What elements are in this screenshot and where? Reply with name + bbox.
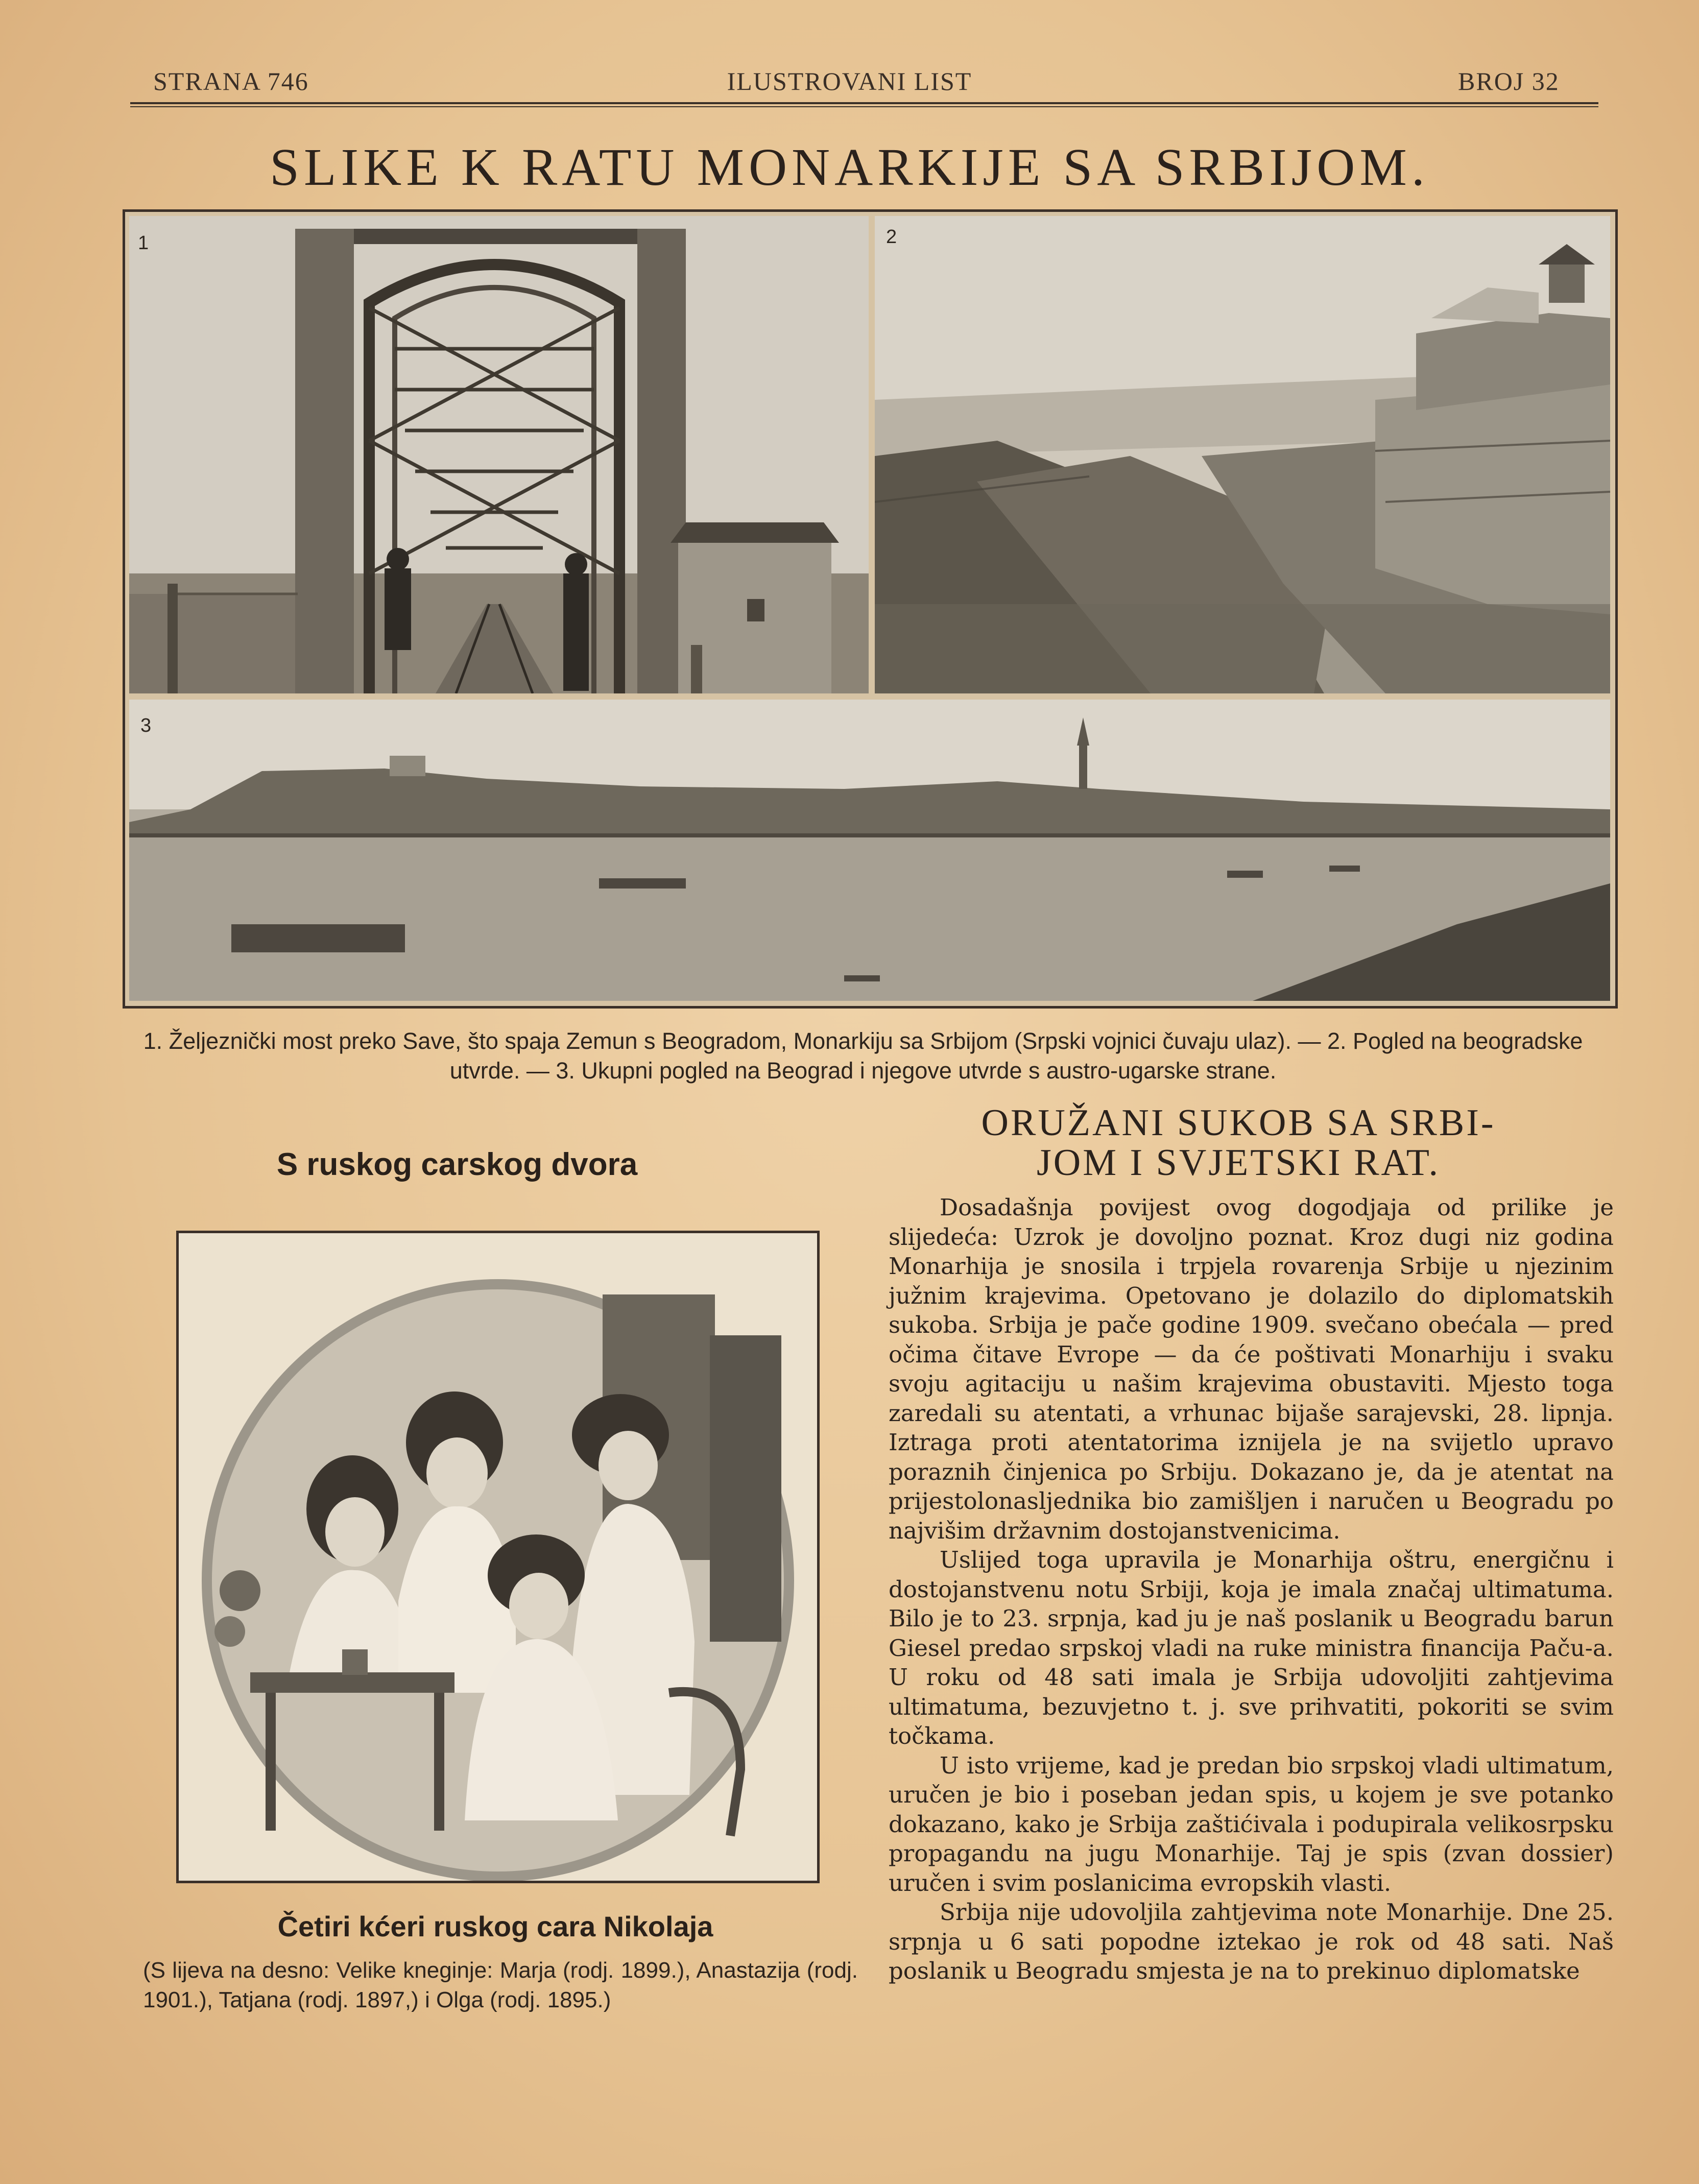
photos-caption: 1. Željeznički most preko Save, što spaja Zemun s Beogradom, Monarkiju sa Srbijom (Srpski vojnici čuvaju ulaz). — 2. Pogled na beogradske utvrde. — 3. Ukupni pogled na Beograd i njegove utvrde s austro-ugarske strane. [143, 1028, 1583, 1084]
article-paragraph: U isto vrijeme, kad je predan bio srpskoj vladi ultimatum, uručen je bio i poseban jedan spis, u kojem je sve potanko dokazano, kako je Srbija zaštićivala i podupirala velikosrpsku propagandu na jugu Monarhije. Taj je spis (zvan dossier) uručen i svim poslanicima evropskih vlasti. [889, 1751, 1614, 1897]
publication-name: ILUSTROVANI LIST [727, 67, 972, 95]
photo-number-1: 1 [138, 232, 149, 254]
portrait-caption-title: Četiri kćeri ruskog cara Nikolaja [277, 1910, 713, 1942]
article-title-line-2: JOM I SVJETSKI RAT. [1036, 1142, 1441, 1184]
photo-grand-duchesses [176, 1231, 820, 1883]
photo-number-2: 2 [886, 226, 897, 248]
photo-collage [123, 209, 1618, 1009]
article-title [889, 1103, 1588, 1183]
photo-belgrade-fortress [875, 216, 1610, 693]
photo-railway-bridge [129, 216, 869, 693]
article-paragraph: Dosadašnja povijest ovog dogodjaja od prilike je slijedeća: Uzrok je dovoljno poznat. Kroz dugi niz godina Monarhija je snosila i trpjela rovarenja Srbije u njezinim južnim krajevima. Opetovano je dolazilo do diplomatskih sukoba. Srbija je pače godine 1909. svečano obećala — pred očima čitave Evrope — da će poštivati Monarhiju i svaku svoju agitaciju u našim krajevima obustaviti. Mjesto toga zaredali su atentati, a vrhunac bijaše sarajevski, 28. lipnja. Iztraga proti atentatorima iznijela je na svijetlo upravo poraznih činjenica po Srbiju. Dokazano je, da je atentat na prijestolonasljednika bio zamišljen i naručen u Beogradu po najvišim državnim dostojanstvenicima. [889, 1194, 1614, 1544]
article-paragraph: Srbija nije udovoljila zahtjevima note Monarhije. Dne 25. srpnja u 6 sati popodne iztekao je rok od 48 sati. Naš poslanik u Beogradu smjesta je na to prekinuo diplomatske [889, 1899, 1614, 1984]
photo-belgrade-panorama [129, 700, 1610, 1001]
photo-number-3: 3 [140, 715, 152, 736]
article-paragraph: Uslijed toga upravila je Monarhija oštru, energičnu i dostojanstvenu notu Srbiji, koja je imala značaj ultimatuma. Bilo je to 23. srpnja, kad ju je naš poslanik u Beogradu barun Giesel predao srpskoj vladi na ruke ministra financija Paču-a. U roku od 48 sati imala je Srbija udovoljiti zahtjevima ultimatuma, bezuvjetno t. j. sve prihvatiti, pokoriti se svim točkama. [889, 1546, 1614, 1749]
header-rule [130, 102, 1598, 104]
article-title-line-1: ORUŽANI SUKOB SA SRBI- [981, 1102, 1496, 1144]
article-body [889, 1193, 1614, 1986]
page-title: SLIKE K RATU MONARKIJE SA SRBIJOM. [270, 138, 1429, 197]
page-number: STRANA 746 [153, 67, 309, 95]
portrait-caption-text: (S lijeva na desno: Velike kneginje: Marja (rodj. 1899.), Anastazija (rodj. 1901.), Tatjana (rodj. 1897,) i Olga (rodj. 1895.) [143, 1958, 858, 2012]
issue-number: BROJ 32 [1458, 67, 1560, 95]
section-heading-russian-court: S ruskog carskog dvora [276, 1147, 638, 1182]
header-rule-thin [130, 106, 1598, 107]
